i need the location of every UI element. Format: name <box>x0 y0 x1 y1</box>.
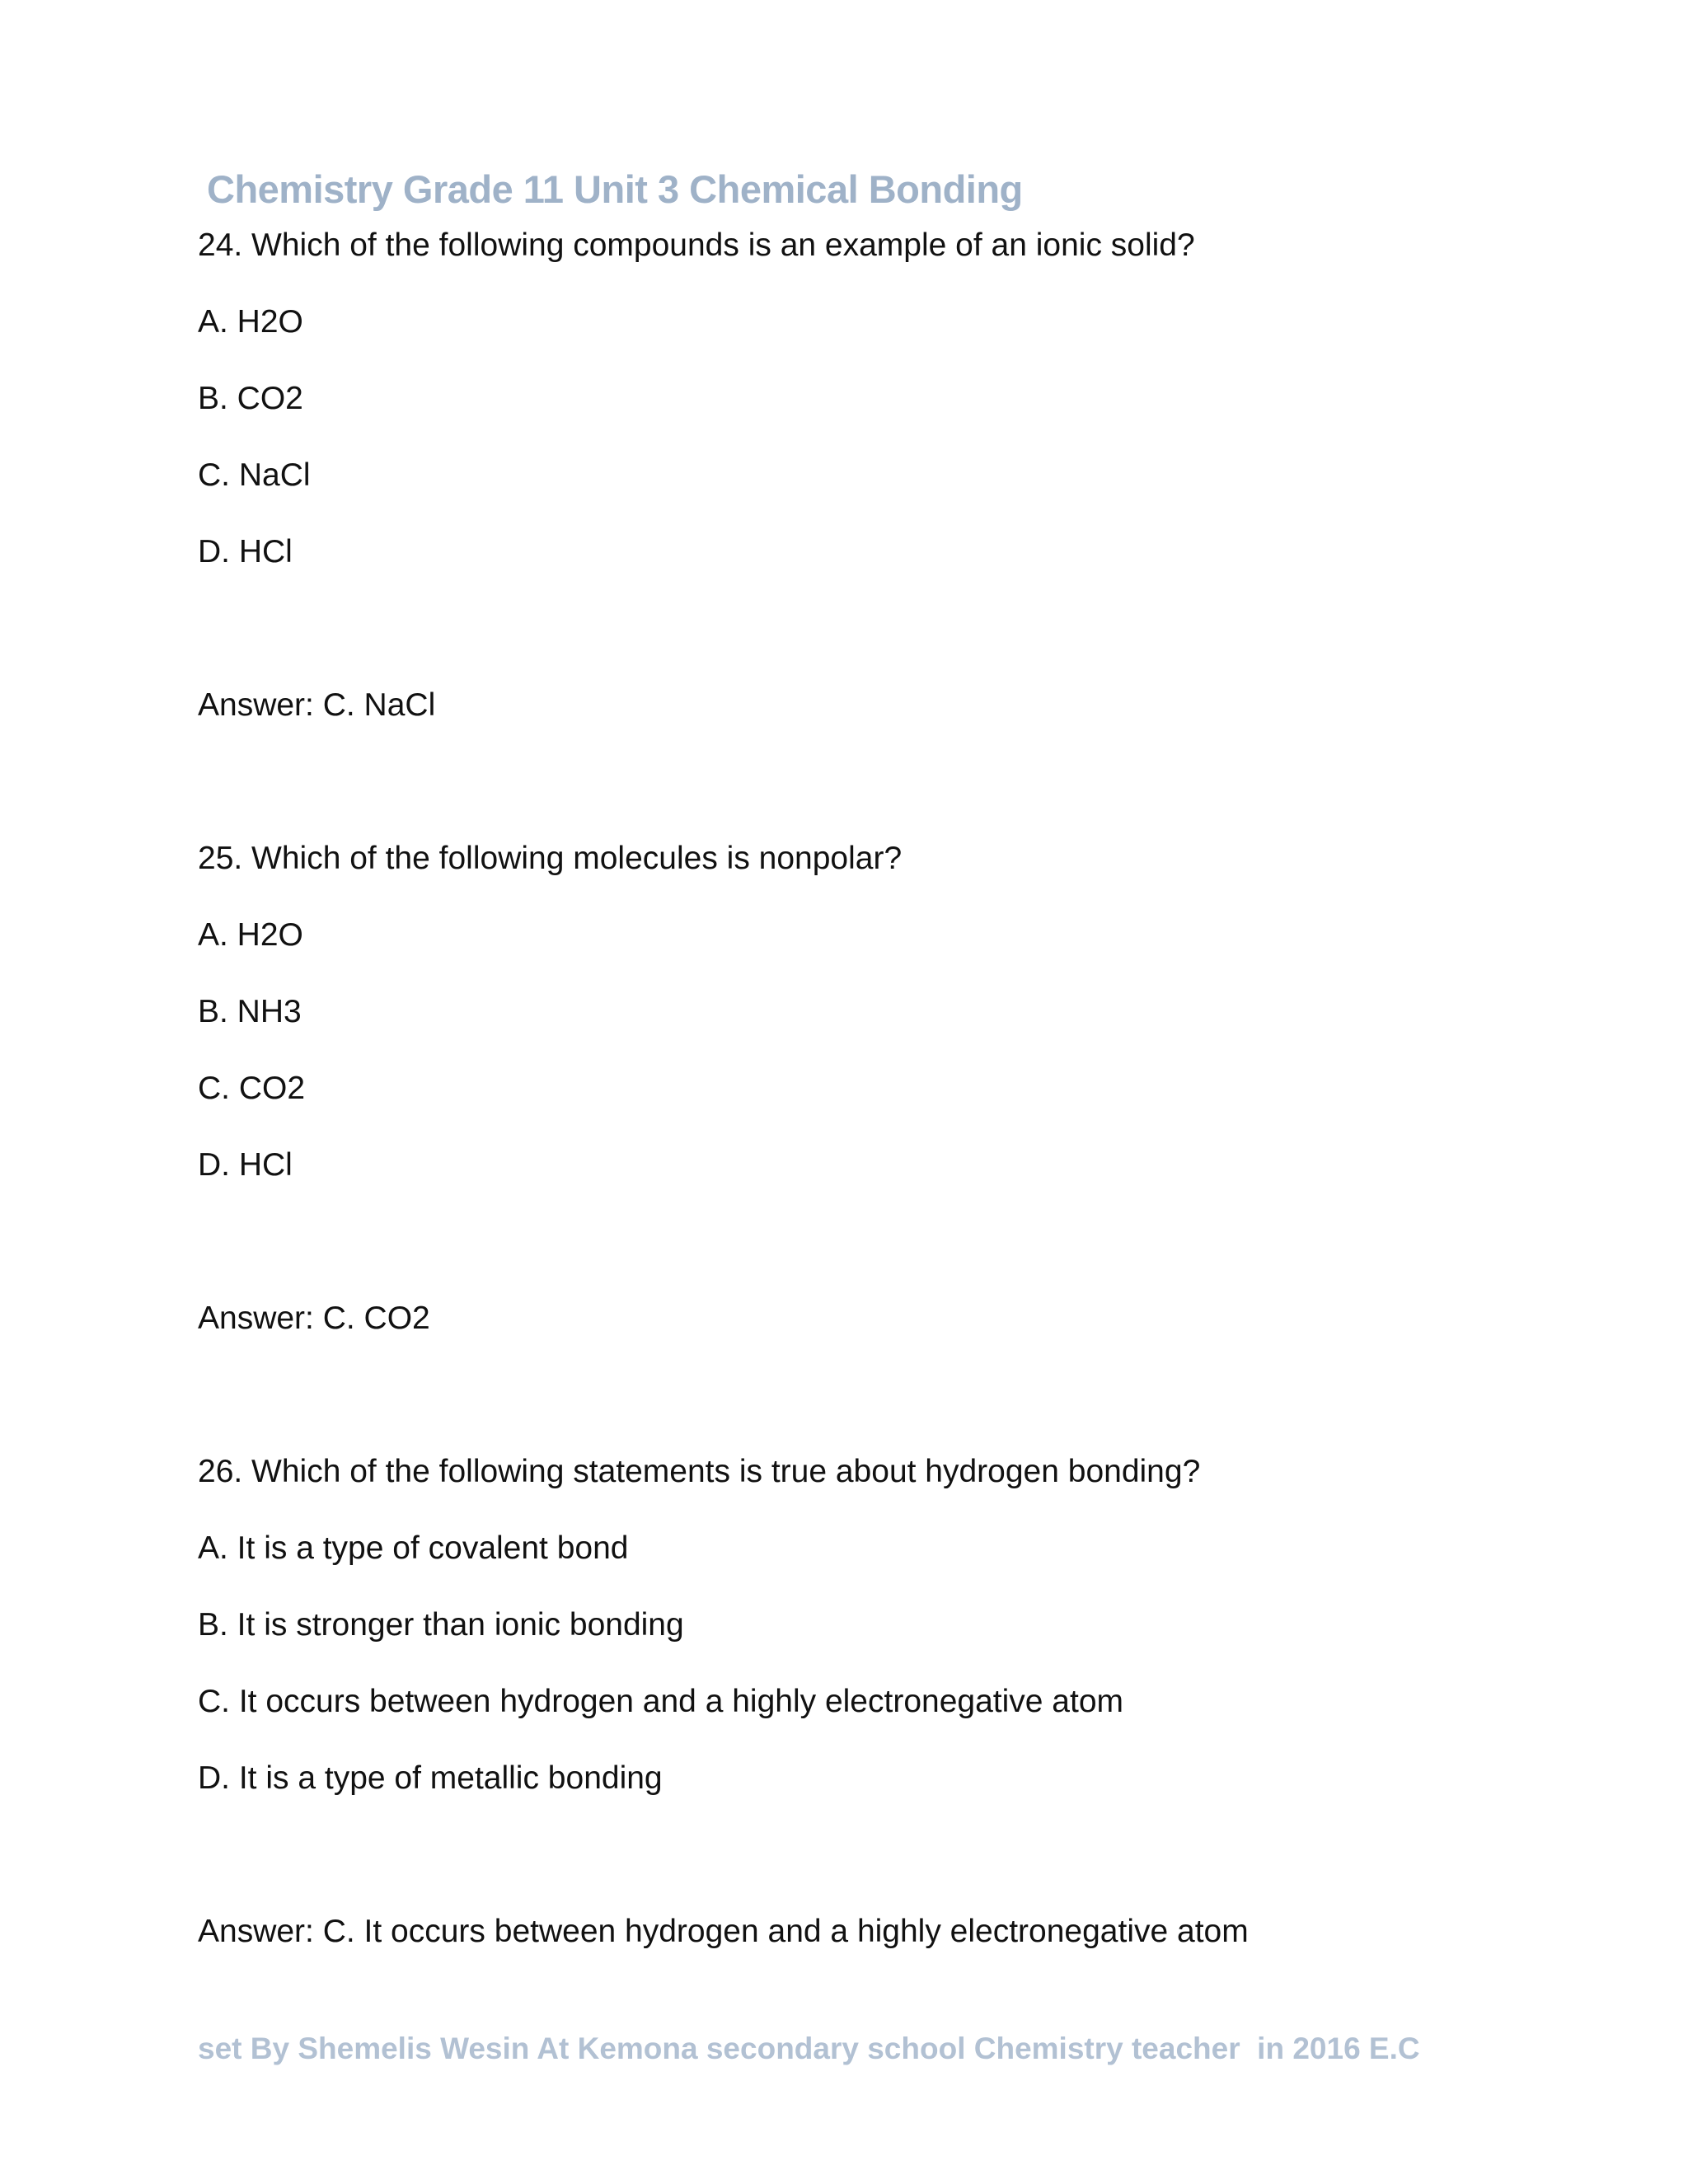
question-25-option-b: B. NH3 <box>198 994 302 1029</box>
question-25-option-a: A. H2O <box>198 917 303 953</box>
question-24-option-a: A. H2O <box>198 304 303 340</box>
question-25-answer: Answer: C. CO2 <box>198 1301 430 1336</box>
document-title: Chemistry Grade 11 Unit 3 Chemical Bonding <box>207 167 1023 211</box>
question-26-option-d: D. It is a type of metallic bonding <box>198 1760 663 1796</box>
question-25-text: 25. Which of the following molecules is nonpolar? <box>198 841 903 876</box>
question-26-option-b: B. It is stronger than ionic bonding <box>198 1607 684 1643</box>
question-25-option-c: C. CO2 <box>198 1071 306 1106</box>
question-24-answer: Answer: C. NaCl <box>198 687 436 723</box>
question-25-option-d: D. HCl <box>198 1147 293 1183</box>
question-26-option-a: A. It is a type of covalent bond <box>198 1530 629 1566</box>
question-24-option-d: D. HCl <box>198 534 293 569</box>
question-24-option-b: B. CO2 <box>198 381 303 416</box>
question-24-option-c: C. NaCl <box>198 457 311 493</box>
footer-credit: set By Shemelis Wesin At Kemona secondary school Chemistry teacher in 2016 E.C <box>198 2032 1420 2065</box>
question-26-text: 26. Which of the following statements is true about hydrogen bonding? <box>198 1454 1201 1489</box>
question-26-option-c: C. It occurs between hydrogen and a highly electronegative atom <box>198 1684 1124 1719</box>
question-24-text: 24. Which of the following compounds is an example of an ionic solid? <box>198 227 1195 263</box>
question-26-answer: Answer: C. It occurs between hydrogen and a highly electronegative atom <box>198 1914 1249 1949</box>
